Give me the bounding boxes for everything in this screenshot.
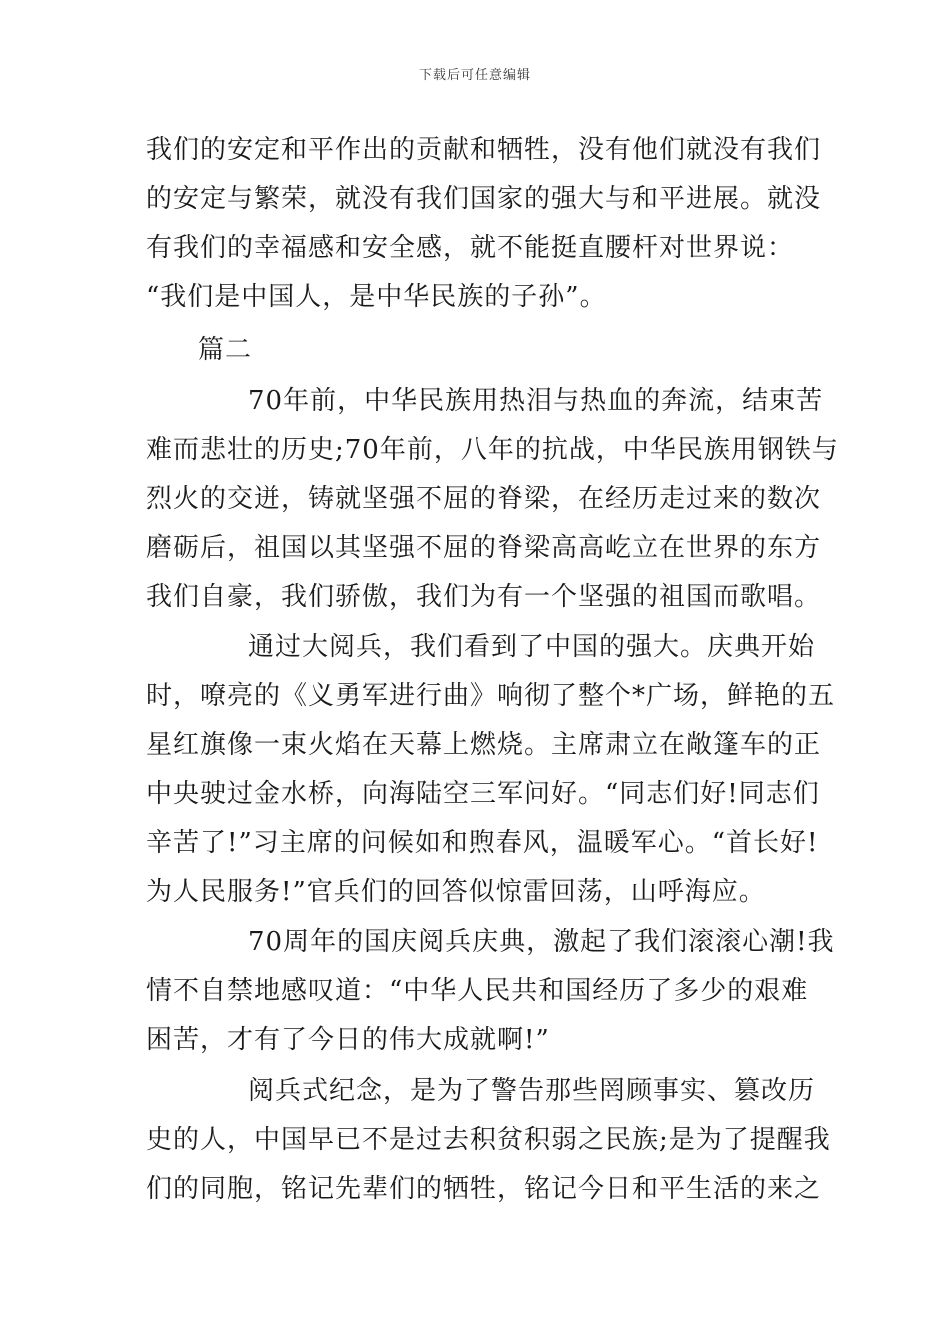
text-line: 的安定与繁荣，就没有我们国家的强大与和平进展。就没 [146,184,822,214]
text-line: 为人民服务!”官兵们的回答似惊雷回荡，山呼海应。 [146,877,766,907]
page-header: 下载后可任意编辑 [418,68,531,83]
text-line: 困苦，才有了今日的伟大成就啊!” [146,1025,550,1055]
text-line: 星红旗像一束火焰在天幕上燃烧。主席肃立在敞篷车的正 [146,730,822,760]
text-line: “我们是中国人，是中华民族的子孙”。 [146,282,607,312]
text-line: 时，嘹亮的《义勇军进行曲》响彻了整个*广场，鲜艳的五 [146,681,836,711]
text-line: 情不自禁地感叹道：“中华人民共和国经历了多少的艰难 [146,976,809,1006]
text-line: 中央驶过金水桥，向海陆空三军问好。“同志们好!同志们 [146,779,820,809]
text-line: 70周年的国庆阅兵庆典，激起了我们滚滚心潮!我 [248,927,835,957]
text-line: 我们的安定和平作出的贡献和牺牲，没有他们就没有我们 [146,135,822,165]
text-line: 通过大阅兵，我们看到了中国的强大。庆典开始 [248,632,816,662]
text-line: 70年前，中华民族用热泪与热血的奔流，结束苦 [248,386,824,416]
text-line: 磨砺后，祖国以其坚强不屈的脊梁高高屹立在世界的东方 [146,533,822,563]
section-heading: 篇二 [198,335,253,365]
text-line: 我们自豪，我们骄傲，我们为有一个坚强的祖国而歌唱。 [146,582,822,612]
text-line: 有我们的幸福感和安全感，就不能挺直腰杆对世界说： [146,233,795,263]
text-line: 史的人，中国早已不是过去积贫积弱之民族;是为了提醒我 [146,1125,831,1155]
text-line: 们的同胞，铭记先辈们的牺牲，铭记今日和平生活的来之 [146,1174,822,1204]
text-line: 烈火的交迸，铸就坚强不屈的脊梁，在经历走过来的数次 [146,484,822,514]
text-line: 难而悲壮的历史;70年前，八年的抗战，中华民族用钢铁与 [146,435,839,465]
text-line: 阅兵式纪念，是为了警告那些罔顾事实、篡改历 [248,1076,816,1106]
text-line: 辛苦了!”习主席的问候如和煦春风，温暖军心。“首长好! [146,828,819,858]
